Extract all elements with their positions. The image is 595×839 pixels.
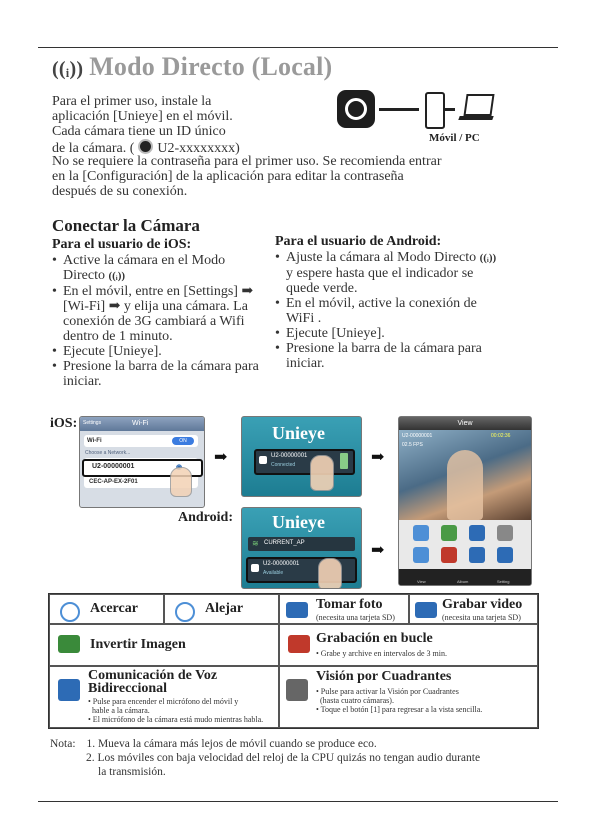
intro-line: Cada cámara tiene un ID único bbox=[52, 124, 226, 139]
wifi-toggle[interactable]: ON bbox=[172, 437, 194, 445]
intro-line: en la [Configuración] de la aplicación para editar la contraseña bbox=[52, 169, 404, 184]
list-item: • Ajuste la cámara al Modo Directo ((ᵢ)) y espere hasta que el indicador se quede verde. bbox=[286, 250, 500, 296]
list-item: • Active la cámara en el Modo Directo ((ᵢ)) bbox=[63, 253, 267, 284]
feature-zoom-out bbox=[164, 594, 279, 624]
ios-instructions bbox=[52, 237, 267, 389]
tab-album[interactable]: Album bbox=[457, 579, 469, 584]
feature-label: Tomar foto bbox=[316, 597, 383, 612]
device-connection-diagram bbox=[337, 90, 507, 150]
feature-flip bbox=[49, 624, 279, 666]
bottom-rule bbox=[38, 801, 558, 802]
zoom-out-icon[interactable] bbox=[413, 547, 429, 563]
app-logo: Unieye bbox=[272, 423, 325, 443]
feature-label: Comunicación de Voz Bidireccional bbox=[88, 668, 218, 696]
note-item: la transmisión. bbox=[98, 766, 166, 778]
settings-back-button[interactable]: Settings bbox=[83, 420, 102, 426]
feature-label: Acercar bbox=[90, 601, 138, 616]
android-label: Android: bbox=[178, 510, 233, 525]
wifi-broadcast-icon: ((ᵢ)) bbox=[108, 270, 126, 282]
app-logo: Unieye bbox=[272, 512, 325, 532]
tab-view[interactable]: View bbox=[417, 579, 426, 584]
connector-line bbox=[445, 108, 455, 111]
flip-image-icon bbox=[58, 635, 80, 653]
feature-label: Grabar video bbox=[442, 597, 523, 612]
camera-icon[interactable] bbox=[469, 547, 485, 563]
control-panel bbox=[399, 520, 531, 569]
notes bbox=[50, 737, 550, 779]
list-item: • Presione la barra de la cámara para iniciar. bbox=[63, 359, 267, 389]
camera-id-icon bbox=[138, 139, 153, 154]
arrow-right-icon: ➡ bbox=[371, 449, 385, 466]
intro-line: aplicación [Unieye] en el móvil. bbox=[52, 109, 233, 124]
network-item-selected[interactable]: U2-00000001 bbox=[82, 459, 203, 477]
feature-note: • Pulse para activar la Visión por Cuadrantes (hasta cuatro cámaras). • Toque el botón [1] para regresar a la vista sencilla. bbox=[316, 687, 483, 714]
feature-voice bbox=[49, 666, 279, 728]
intro-line: No se requiere la contraseña para el primer uso. Se recomienda entrar bbox=[52, 154, 442, 169]
intro-password-text bbox=[52, 154, 552, 199]
list-item: • Ejecute [Unieye]. bbox=[63, 344, 267, 359]
note-item: 2. Los móviles con baja velocidad del reloj de la CPU quizás no tengan audio durante bbox=[86, 752, 481, 764]
quad-view-icon bbox=[286, 679, 308, 701]
microphone-icon[interactable] bbox=[469, 525, 485, 541]
ios-heading: Para el usuario de iOS: bbox=[52, 237, 192, 252]
feature-note: (necesita una tarjeta SD) bbox=[442, 613, 521, 622]
feature-label: Invertir Imagen bbox=[90, 637, 186, 652]
access-point-row: ≋ CURRENT_AP bbox=[248, 537, 355, 551]
feature-quad bbox=[279, 666, 538, 728]
live-video: U2-00000001 00:02:36 02.5 FPS bbox=[399, 430, 531, 520]
feature-label: Alejar bbox=[205, 601, 244, 616]
finger-tap-icon bbox=[318, 558, 342, 589]
feature-photo bbox=[279, 594, 409, 624]
choose-network-label: Choose a Network... bbox=[85, 450, 131, 456]
feature-note: (necesita una tarjeta SD) bbox=[316, 613, 395, 622]
note-prefix: Nota: bbox=[50, 738, 76, 750]
list-item: • Ejecute [Unieye]. bbox=[286, 326, 500, 341]
feature-loop bbox=[279, 624, 538, 666]
view-title: View bbox=[399, 417, 531, 430]
microphone-icon bbox=[58, 679, 80, 701]
camera-icon bbox=[286, 602, 308, 618]
camera-bar[interactable]: U2-00000001 Connected bbox=[254, 449, 355, 475]
feature-label: Grabación en bucle bbox=[316, 631, 433, 646]
video-record-icon bbox=[415, 602, 437, 618]
ios-wifi-settings-screenshot bbox=[79, 416, 205, 508]
smartphone-icon bbox=[425, 92, 445, 129]
loop-record-icon[interactable] bbox=[441, 547, 457, 563]
screen-title: Wi-Fi bbox=[132, 420, 149, 427]
arrow-right-icon: ➡ bbox=[214, 449, 228, 466]
list-item: • En el móvil, active la conexión de WiFi . bbox=[286, 296, 500, 326]
ios-label: iOS: bbox=[50, 416, 78, 431]
bottom-tab-bar bbox=[399, 569, 531, 585]
feature-table bbox=[48, 593, 539, 729]
device-label: Móvil / PC bbox=[429, 132, 480, 144]
connector-line bbox=[379, 108, 419, 111]
live-view-screenshot bbox=[398, 416, 532, 586]
list-item: • En el móvil, entre en [Settings] ➡ [Wi-Fi] ➡ y elija una cámara. La conexión de 3G cambiará a Wifi dentro de 1 minuto. bbox=[63, 284, 267, 344]
feature-label: Visión por Cuadrantes bbox=[316, 669, 452, 684]
top-rule bbox=[38, 47, 558, 48]
network-item[interactable]: CEC-AP-EX-2F01 bbox=[89, 479, 138, 485]
video-record-icon[interactable] bbox=[497, 547, 513, 563]
loop-record-icon bbox=[288, 635, 310, 653]
camera-icon bbox=[337, 90, 375, 128]
intro-line: después de su conexión. bbox=[52, 184, 188, 199]
camera-bar[interactable]: U2-00000001 Available bbox=[246, 557, 357, 583]
note-item: 1. Mueva la cámara más lejos de móvil cuando se produce eco. bbox=[86, 738, 377, 750]
feature-zoom-in bbox=[49, 594, 164, 624]
list-item: • Presione la barra de la cámara para iniciar. bbox=[286, 341, 500, 371]
feature-note: • Grabe y archive en intervalos de 3 min. bbox=[316, 649, 447, 658]
feature-video bbox=[409, 594, 538, 624]
finger-tap-icon bbox=[310, 455, 334, 491]
title-text: Modo Directo (Local) bbox=[89, 52, 333, 81]
section-heading: Conectar la Cámara bbox=[52, 216, 200, 235]
unieye-ios-screenshot bbox=[241, 416, 362, 497]
flip-image-icon[interactable] bbox=[441, 525, 457, 541]
finger-tap-icon bbox=[170, 467, 192, 497]
page-title bbox=[52, 52, 332, 82]
wifi-broadcast-icon: ((ᵢ)) bbox=[479, 252, 497, 264]
zoom-in-icon bbox=[60, 602, 80, 622]
intro-line: de la cámara. ( U2-xxxxxxxx) bbox=[52, 141, 240, 156]
tab-setting[interactable]: Setting bbox=[497, 579, 510, 584]
wifi-row: Wi-Fi ON bbox=[84, 435, 198, 447]
arrow-right-icon: ➡ bbox=[371, 542, 385, 559]
laptop-icon bbox=[459, 90, 495, 126]
feature-note: • Pulse para encender el micrófono del móvil y hable a la cámara. • El micrófono de la cámara está mudo mientras habla. bbox=[88, 697, 264, 724]
zoom-in-icon[interactable] bbox=[413, 525, 429, 541]
unieye-android-screenshot bbox=[241, 507, 362, 589]
intro-text bbox=[52, 94, 352, 156]
zoom-out-icon bbox=[175, 602, 195, 622]
android-heading: Para el usuario de Android: bbox=[275, 234, 442, 249]
intro-line: Para el primer uso, instale la bbox=[52, 94, 212, 109]
android-instructions bbox=[275, 234, 500, 371]
quad-view-icon[interactable] bbox=[497, 525, 513, 541]
wifi-broadcast-icon: ((ᵢ)) bbox=[52, 58, 84, 80]
